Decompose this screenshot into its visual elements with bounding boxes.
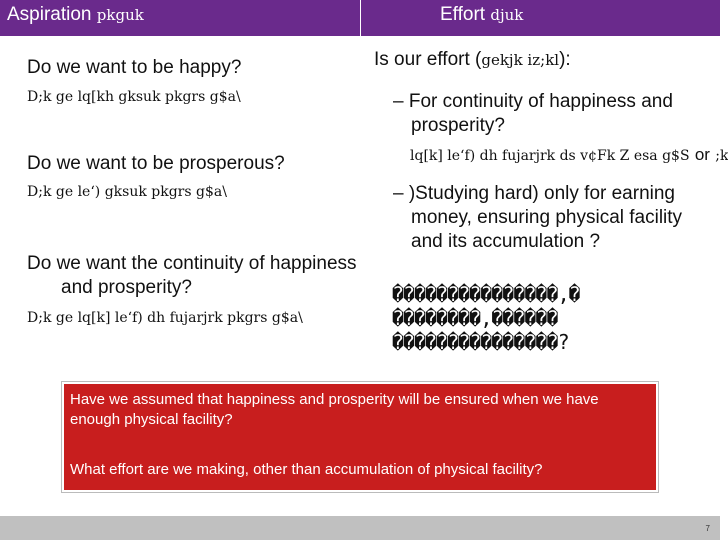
bullet-continuity: – For continuity of happiness and prosperity? (393, 91, 673, 136)
question-continuity-hindi: D;k ge lq[k] le‘f) dh fujarjrk pkgrs g$a\ (27, 310, 303, 326)
question-continuity: Do we want the continuity of happiness and prosperity? (27, 253, 357, 298)
question-happy-hindi: D;k ge lq[kh gksuk pkgrs g$a\ (27, 89, 241, 105)
reflection-box (62, 382, 658, 492)
garbled-line-2: ��������,������ (392, 306, 558, 330)
reflection-question-assumed: Have we assumed that happiness and prosperity will be ensured when we have enough physical facility? (70, 391, 599, 428)
effort-title-hindi: djuk (490, 6, 524, 24)
slide-header (0, 0, 720, 36)
effort-title-text: Effort (440, 4, 486, 25)
question-happy: Do we want to be happy? (27, 57, 242, 78)
effort-title (440, 4, 523, 26)
header-divider (360, 0, 361, 36)
bullet-continuity-hindi-line (410, 143, 728, 168)
reflection-question-effort: What effort are we making, other than accumulation of physical facility? (70, 461, 543, 478)
page-number: 7 (705, 524, 710, 533)
effort-intro-prefix: Is our effort ( (374, 49, 482, 70)
question-prosperous: Do we want to be prosperous? (27, 153, 285, 174)
bullet-studying: – )Studying hard) only for earning money, ensuring physical facility and its accumulation ? (393, 183, 683, 252)
effort-intro-suffix: ): (559, 49, 571, 70)
effort-intro-hindi: gekjk iz;kl (481, 51, 560, 69)
bullet-or-word: or (694, 145, 710, 164)
bullet-or-hindi: ;k (715, 148, 728, 164)
effort-intro (374, 48, 571, 72)
garbled-line-1: ���������������,� (392, 282, 580, 306)
aspiration-title-hindi: pkguk (96, 6, 144, 24)
aspiration-title (7, 4, 144, 26)
garbled-line-3: ���������������? (392, 330, 569, 354)
slide-footer (0, 516, 720, 540)
bullet-continuity-hindi: lq[k] le‘f) dh fujarjrk ds v¢Fk Z esa g$S (410, 148, 690, 164)
aspiration-title-text: Aspiration (7, 4, 92, 25)
question-prosperous-hindi: D;k ge le‘) gksuk pkgrs g$a\ (27, 184, 227, 200)
